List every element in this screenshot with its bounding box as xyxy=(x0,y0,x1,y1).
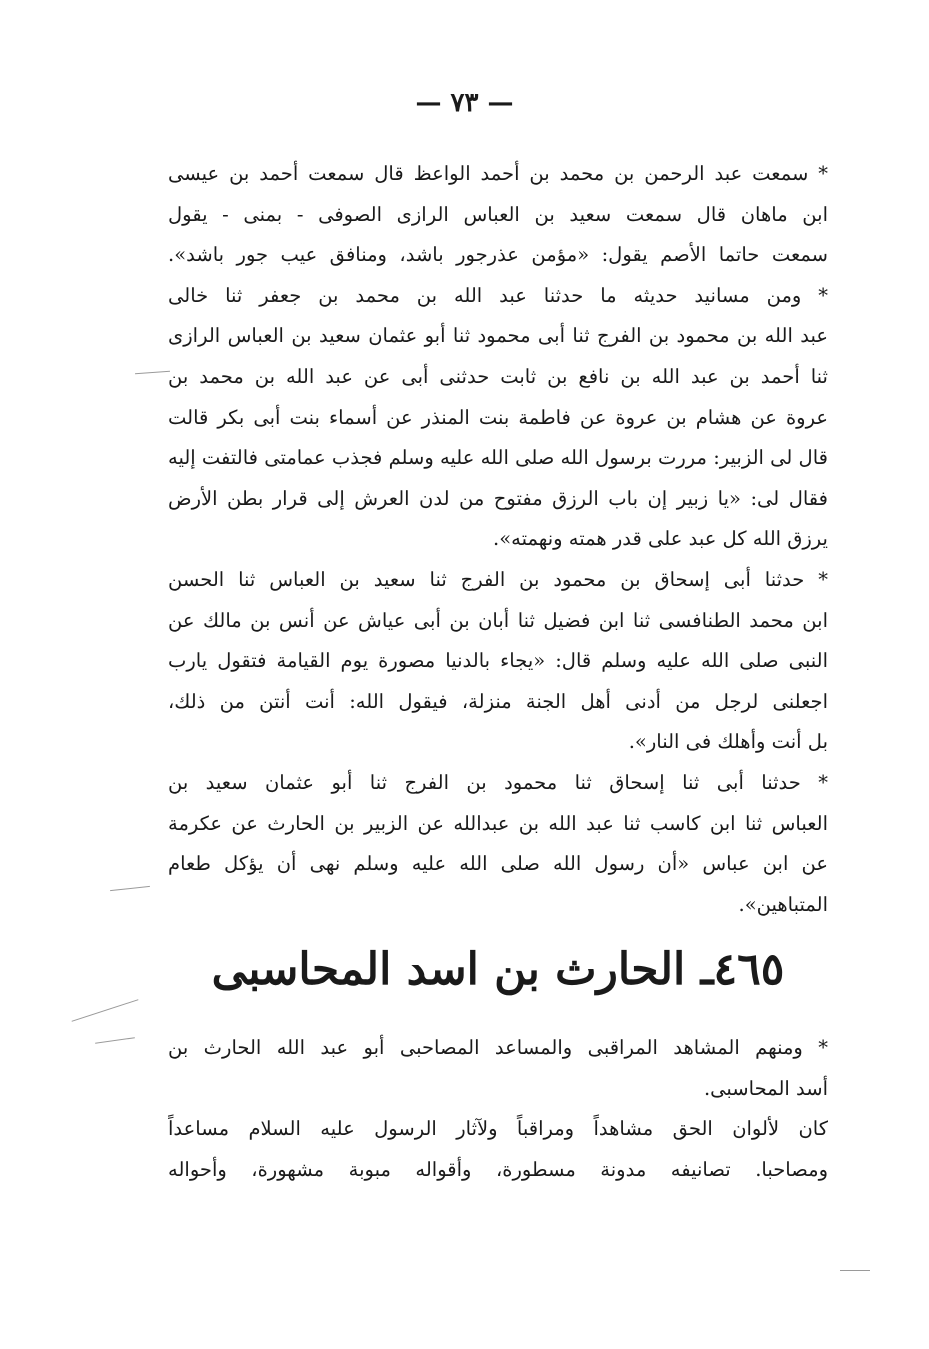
text-line: النبى صلى الله عليه وسلم قال: «يجاء بالدنيا مصورة يوم القيامة فتقول يارب xyxy=(168,649,828,673)
text-line: ثنا أحمد بن عبد الله بن نافع بن ثابت حدثنى أبى عن عبد الله بن محمد بن xyxy=(168,364,828,388)
text-line: سمعت حاتما الأصم يقول: «مؤمن عذرجور باشد، ومنافق عيب جور باشد». xyxy=(168,243,828,267)
text-line: * سمعت عبد الرحمن بن محمد بن أحمد الواعظ قال سمعت أحمد بن عيسى xyxy=(168,162,828,185)
text-line: * ومنهم المشاهد المراقبى والمساعد المصاحبى أبو عبد الله الحارث بن xyxy=(168,1036,828,1059)
text-line: فقال لى: «يا زبير إن باب الرزق مفتوح من لدن العرش إلى قرار بطن الأرض xyxy=(168,486,828,510)
scan-artifact xyxy=(135,371,170,374)
text-line: عن ابن عباس «أن رسول الله صلى الله عليه وسلم نهى أن يؤكل طعام xyxy=(168,852,828,876)
text-line: العباس ثنا ابن كاسب ثنا عبد الله بن عبدالله عن الزبير بن الحارث عن عكرمة xyxy=(168,811,828,835)
body-text-top xyxy=(168,154,828,925)
text-line: عبد الله بن محمود بن الفرج ثنا أبى محمود ثنا أبو عثمان سعيد بن العباس الرازى xyxy=(168,324,828,348)
text-line: اجعلنى لرجل من أدنى أهل الجنة منزلة، فيقول الله: أنت أنتن من ذلك، xyxy=(168,689,828,713)
text-line: المتباهين». xyxy=(738,892,828,916)
text-line: ومصاحبا. تصانيفه مدونة مسطورة، وأقواله مبوبة مشهورة، وأحواله xyxy=(168,1157,828,1181)
text-line: ابن محمد الطنافسى ثنا ابن فضيل ثنا أبان بن أبى عياش عن أنس بن مالك عن xyxy=(168,608,828,632)
text-line: بل أنت وأهلك فى النار». xyxy=(628,730,828,754)
scan-artifact xyxy=(110,886,150,891)
text-line: عروة عن هشام بن عروة عن فاطمة بنت المنذر عن أسماء بنت أبى بكر قالت xyxy=(168,405,828,429)
text-line: * ومن مسانيد حديثه ما حدثنا عبد الله بن محمد بن جعفر ثنا خالى xyxy=(168,283,828,307)
text-line: ابن ماهان قال سمعت سعيد بن العباس الرازى الصوفى - بمنى - يقول xyxy=(168,202,828,226)
text-line: * حدثنا أبى ثنا إسحاق ثنا محمود بن الفرج ثنا أبو عثمان سعيد بن xyxy=(168,770,828,794)
text-line: * حدثنا أبى إسحاق بن محمود بن الفرج ثنا سعيد بن العباس ثنا الحسن xyxy=(168,567,828,591)
text-line: يرزق الله كل عبد على قدر همته ونهمته». xyxy=(493,527,828,551)
text-line: كان لألوان الحق مشاهداً ومراقباً ولآثار الرسول عليه السلام مساعداً xyxy=(168,1117,828,1141)
text-line: قال لى الزبير: مررت برسول الله صلى الله عليه وسلم فجذب عمامتى فالتفت إليه xyxy=(168,446,828,470)
text-line: أسد المحاسبى. xyxy=(703,1076,828,1100)
body-text-bottom xyxy=(168,1028,828,1190)
page-number: — ٧٣ — xyxy=(415,88,514,118)
section-heading: ٤٦٥ـ الحارث بن اسد المحاسبى xyxy=(211,944,785,995)
scan-artifact xyxy=(840,1270,870,1271)
scan-artifact xyxy=(72,999,139,1022)
scan-artifact xyxy=(95,1037,135,1044)
